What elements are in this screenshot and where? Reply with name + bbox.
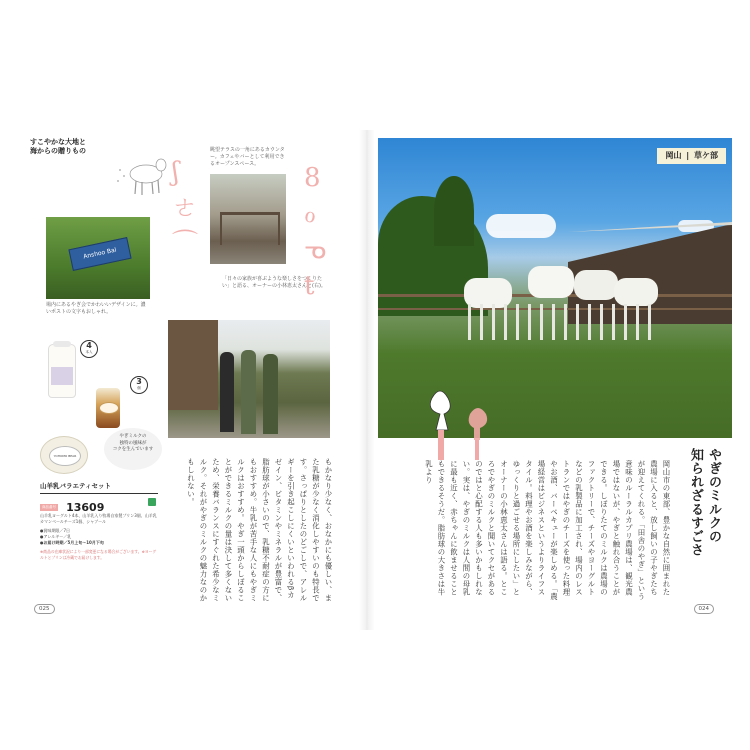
left-body-text: もかなり少なく、おなかにも優しい、また乳糖が少なく消化しやすいのも特長です。さっぱりとしたのどごしで、アレルギーを引き起こしにくいといわれるβカゼイン、ビタミンやミネラルが豊富で、脂肪球が小さいので、乳糖不耐症の方にもおすすめ。牛乳が苦手な人にもやぎミルクはおすすめ。やぎ一頭からしぼることができるミルクの量は決して多くないため、栄養バランスにすぐれた希少なミルク。それがやぎのミルクの魅力なのかもしれない。 [186, 458, 333, 602]
product-block [40, 482, 158, 560]
tree-doodle [414, 380, 494, 462]
product-title: 山羊乳バラエティセット [40, 482, 111, 490]
sticker-3-unit: 個 [137, 386, 141, 390]
product-spec-allergy: ●アレルギー／乳 [40, 534, 72, 539]
article-heading [680, 448, 722, 598]
pink-lettering: ʃ ㄜ ⌒ [172, 157, 199, 259]
product-spec-delivery: ●お届け時期／5月上旬〜10月下旬 [40, 540, 104, 545]
bubble-line1: やぎミルクの [119, 434, 147, 439]
section-title-line2: 海からの贈りもの [30, 147, 86, 155]
terrace-caption: 眺望テラスの一角にあるカウンター。カフェやバーとして利用できるオープンスペース。 [210, 147, 285, 167]
location-tag: 岡山 | 草ケ部 [657, 148, 726, 164]
heading-line1: やぎのミルクの [706, 448, 721, 544]
left-page [22, 130, 360, 630]
gutter [359, 130, 375, 630]
goat-2 [528, 266, 574, 298]
sticker-3-badge [130, 376, 148, 394]
heading-line2: 知られざるすごさ [688, 448, 703, 557]
frozen-badge-icon [148, 498, 156, 506]
location-town: 草ケ部 [694, 151, 718, 160]
sticker-4-badge [80, 340, 98, 358]
farm-sign [68, 237, 131, 271]
sticker-4-num: 4 [86, 341, 92, 350]
goat-illustration [114, 150, 174, 198]
goat-4 [614, 278, 658, 306]
right-page-number: 024 [694, 604, 715, 614]
sign-caption: 場内にあるやぎ会でかわいいデザインに。濃いポストの文字もおしゃれ。 [46, 302, 146, 315]
product-note: ※商品の在庫状況により一部変更になる場合がございます。※ヨーグルトとプリンは冷蔵でお届けします。 [40, 549, 157, 560]
section-title [30, 138, 86, 156]
product-desc: 山羊乳ヨーグルト4本、山羊乳入り牧場自家製プリン3個、山羊乳カマンベールチーズ1個、シャブール [40, 513, 157, 524]
sticker-3-num: 3 [136, 377, 142, 386]
speech-bubble [104, 428, 162, 470]
owners-photo [168, 320, 330, 438]
sign-photo [46, 217, 150, 299]
pink-lettering-2: 8 ℴ ᓀ t [304, 163, 327, 301]
terrace-photo [210, 174, 286, 264]
sticker-4-unit: 本入 [85, 350, 93, 354]
product-code: 13609 [66, 501, 105, 514]
bubble-line3: コクを生んでいます [112, 447, 154, 452]
goat-3 [574, 270, 618, 300]
product-spec-expiry: ●賞味期限／7日 [40, 528, 71, 533]
cheese-wheel [40, 436, 88, 474]
cheese-label: YOHOMO BEAR [53, 454, 77, 458]
farm-sign-text: Anshoo Bal [82, 246, 118, 261]
bubble-line2: 独特の風味が [119, 440, 147, 446]
left-page-number: 025 [34, 604, 55, 614]
location-prefecture: 岡山 [665, 151, 682, 160]
right-page [374, 130, 728, 630]
right-body-text: 岡山市の東部、豊かな自然に囲まれた農場に入ると、放し飼いの子やぎたちが迎えてくれる。「田舎のやぎ」という意味のルーラルカプリ農場は、観光農場ではないが、やぎと触れ合うことができる。しぼりたてのミルクは農場のファクトリーで、チーズやヨーグルトなどの乳製品に加工され、場内のレストランではやぎのチーズを使った料理やお酒、バーベキューが楽しめる。「農場経営はビジネスというよりライフスタイル。料理やお酒を楽しみながら、ゆっくりと過ごせる場所にしたい」とオーナーの小林恵太さんは語る。ところでやぎのミルクと聞いてクセがあるのではと心配する人も多いかもしれない。実は、やぎのミルクは人間の母乳に最も近く、赤ちゃんに飲ませることもできるそうだ。脂肪球の大きさは牛乳より [424, 460, 671, 601]
yogurt-bottle [48, 344, 76, 398]
pudding-jar [96, 388, 120, 428]
section-title-line1: すこやかな大地と [30, 138, 86, 146]
product-code-label: 商品番号 [42, 505, 56, 509]
owners-caption: 「日々の家族が喜ぶような楽しさをつくりたい」と語る、オーナーの小林恵太さんと(右)。 [222, 276, 326, 289]
